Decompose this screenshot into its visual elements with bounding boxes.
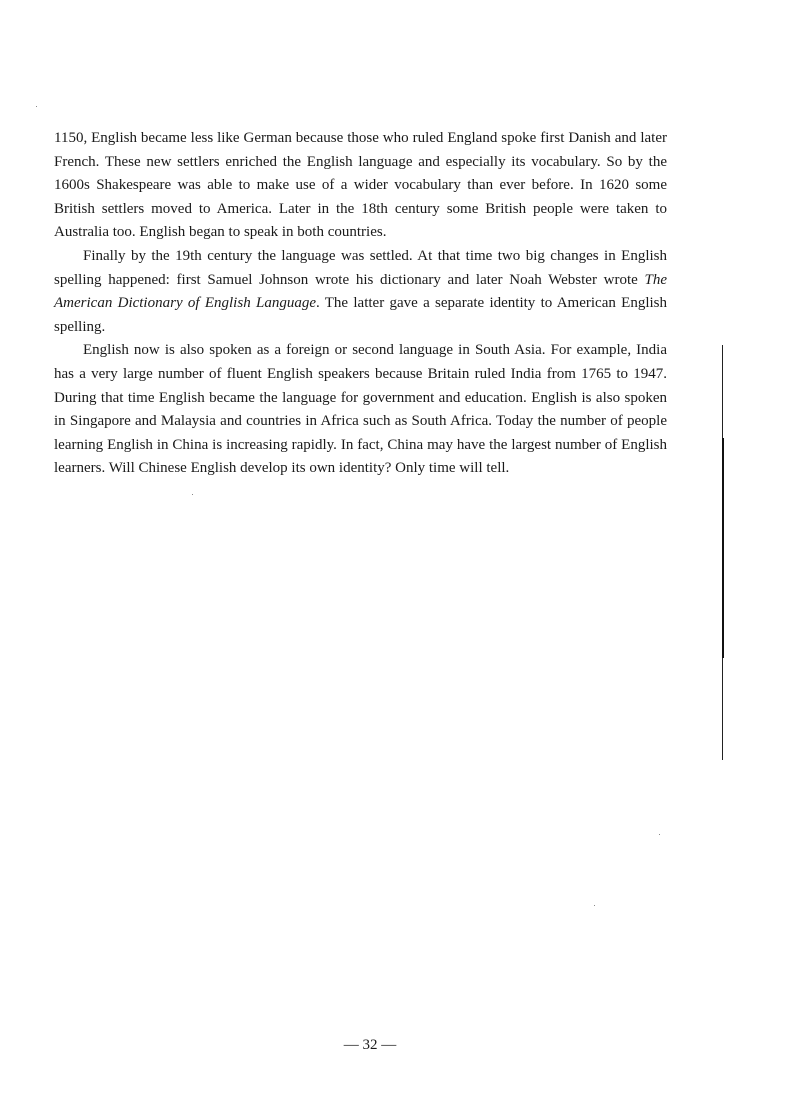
- scan-speck: [36, 106, 37, 107]
- paragraph-1: [54, 127, 667, 245]
- paragraph-3-text: English now is also spoken as a foreign or second language in South Asia. For example, India has a very large number of fluent English speakers because Britain ruled India from 1765 to 1947. During that time English became the language for government and education. English is also spoken in Singapore and Malaysia and countries in Africa such as South Africa. Today the number of people learning English in China is increasing rapidly. In fact, China may have the largest number of English learners. Will Chinese English develop its own identity? Only time will tell.: [54, 342, 667, 477]
- scan-speck: [192, 494, 193, 495]
- scan-speck: [659, 834, 660, 835]
- paragraph-3: [54, 339, 667, 481]
- scan-speck: [594, 905, 595, 906]
- page-number: — 32 —: [343, 1037, 397, 1053]
- book-title: The American Dictionary of English Language: [54, 271, 667, 312]
- paragraph-2: [54, 245, 667, 339]
- margin-scan-line-thick: [722, 438, 724, 658]
- paragraph-2-text-start: Finally by the 19th century the language was settled. At that time two big changes in English spelling happened: first Samuel Johnson wrote his dictionary and later Noah Webster wrote: [54, 247, 667, 288]
- paragraph-2-text-end: . The latter gave a separate identity to American English spelling.: [54, 295, 667, 335]
- paragraph-1-text: 1150, English became less like German because those who ruled England spoke first Danish and later French. These new settlers enriched the English language and especially its vocabulary. So by the 1600s Shakespeare was able to make use of a wider vocabulary than ever before. In 1620 some British settlers moved to America. Later in the 18th century some British people were taken to Australia too. English began to speak in both countries.: [54, 130, 667, 241]
- body-text: [54, 127, 667, 481]
